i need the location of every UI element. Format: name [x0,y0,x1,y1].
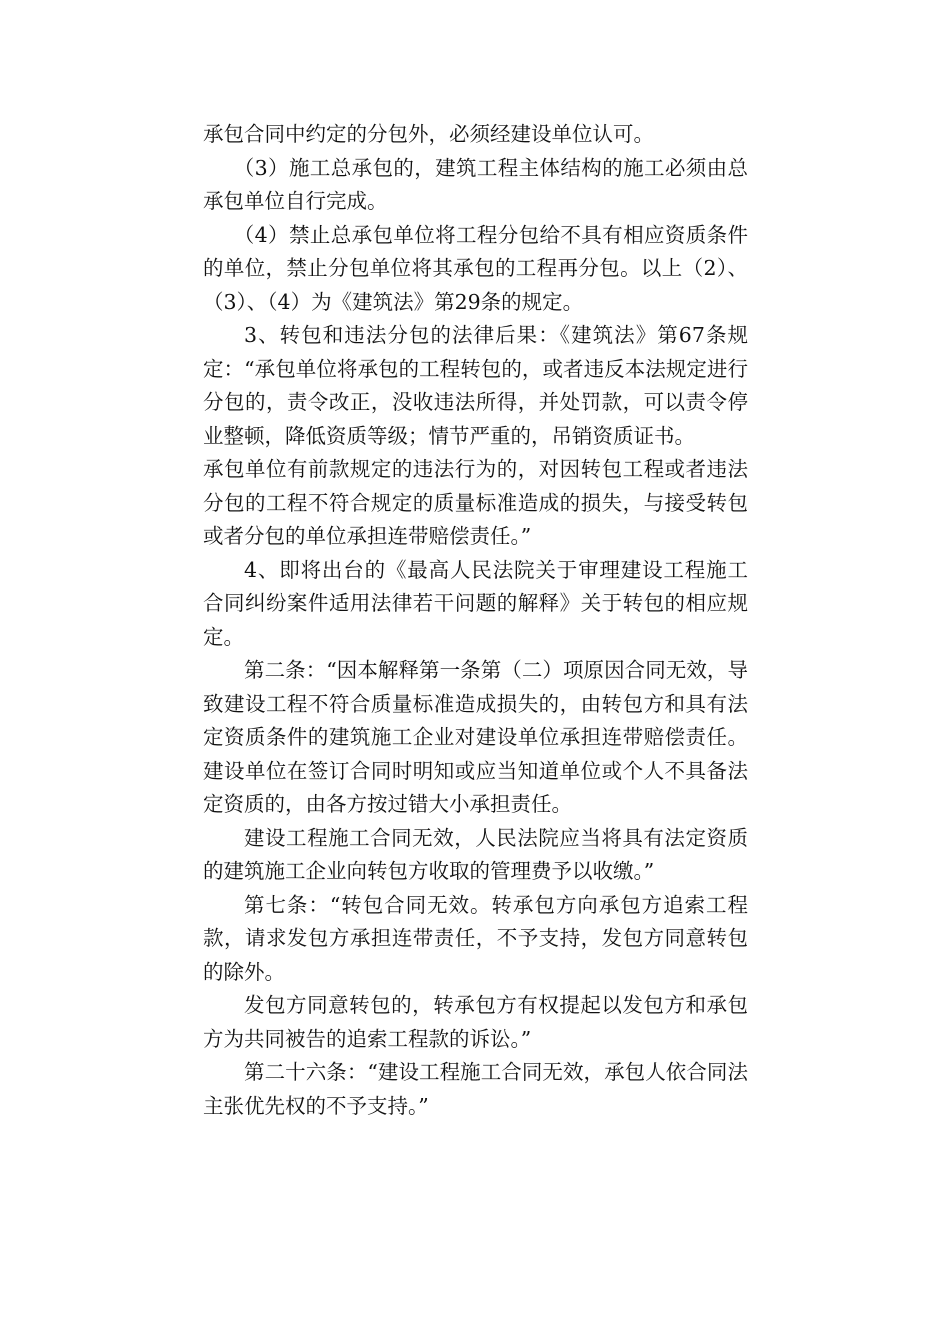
paragraph-10: 发包方同意转包的，转承包方有权提起以发包方和承包方为共同被告的追索工程款的诉讼。” [203,993,748,1051]
paragraph-5: 承包单位有前款规定的违法行为的，对因转包工程或者违法分包的工程不符合规定的质量标准造成的损失，与接受转包或者分包的单位承担连带赔偿责任。” [203,457,748,548]
paragraph-2: （3）施工总承包的，建筑工程主体结构的施工必须由总承包单位自行完成。 [203,155,748,213]
paragraph-7: 第二条：“因本解释第一条第（二）项原因合同无效，导致建设工程不符合质量标准造成损失的，由转包方和具有法定资质条件的建筑施工企业对建设单位承担连带赔偿责任。建设单位在签订合同时明知或应当知道单位或个人不具备法定资质的，由各方按过错大小承担责任。 [203,658,748,816]
paragraph-3: （4）禁止总承包单位将工程分包给不具有相应资质条件的单位，禁止分包单位将其承包的工程再分包。以上（2）、（3）、（4）为《建筑法》第29条的规定。 [203,222,748,314]
paragraph-11: 第二十六条：“建设工程施工合同无效，承包人依合同法主张优先权的不予支持。” [203,1060,748,1118]
paragraph-8: 建设工程施工合同无效，人民法院应当将具有法定资质的建筑施工企业向转包方收取的管理费予以收缴。” [203,825,748,883]
paragraph-6: 4、即将出台的《最高人民法院关于审理建设工程施工合同纠纷案件适用法律若干问题的解释》关于转包的相应规定。 [203,557,748,649]
paragraph-9: 第七条：“转包合同无效。转承包方向承包方追索工程款，请求发包方承担连带责任，不予支持，发包方同意转包的除外。 [203,892,748,984]
paragraph-4: 3、转包和违法分包的法律后果：《建筑法》第67条规定：“承包单位将承包的工程转包的，或者违反本法规定进行分包的，责令改正，没收违法所得，并处罚款，可以责令停业整顿，降低资质等级；情节严重的，吊销资质证书。 [203,323,748,448]
paragraph-1: 承包合同中约定的分包外，必须经建设单位认可。 [203,122,654,146]
document-page [203,118,748,1123]
